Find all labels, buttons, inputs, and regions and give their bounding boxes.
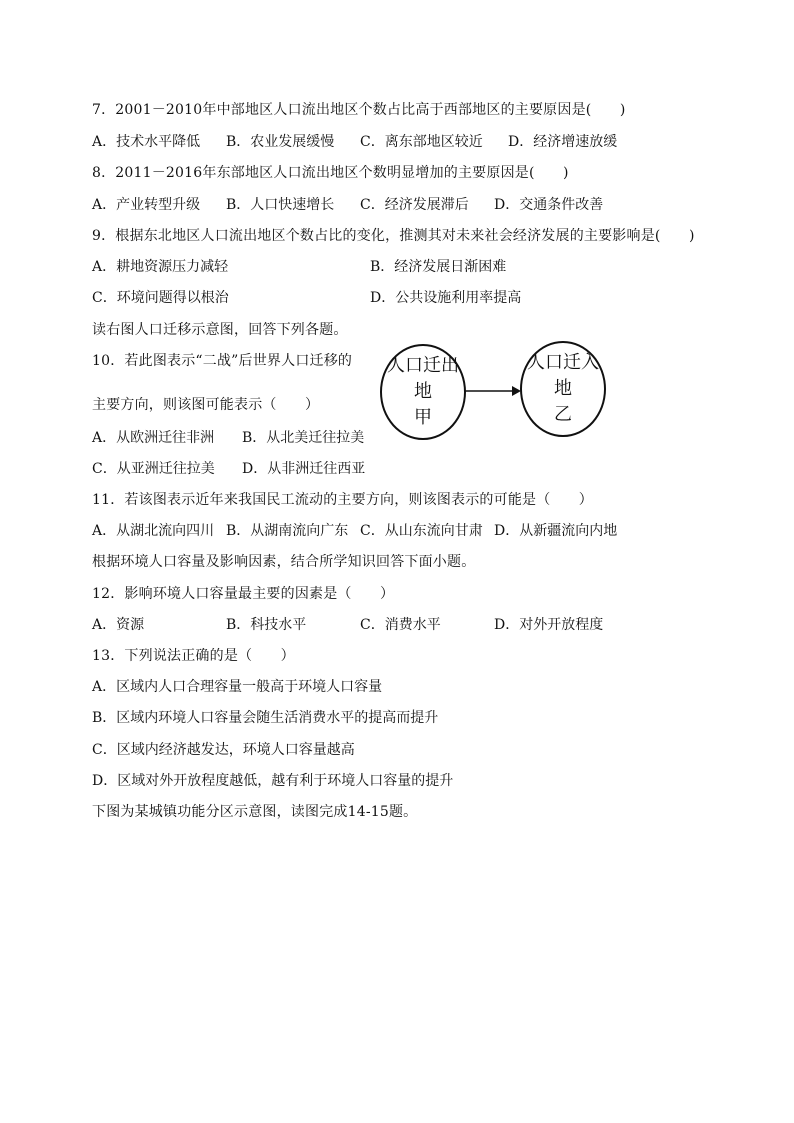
q9-option-d: D．公共设施利用率提高 (370, 290, 522, 306)
q9-option-c: C．环境问题得以根治 (92, 290, 229, 306)
q13-option-c: C．区域内经济越发达，环境人口容量越高 (92, 742, 355, 758)
q10-option-c: C．从亚洲迁往拉美 (92, 461, 215, 477)
target-label: 人口迁入地 (527, 352, 599, 399)
q12-option-a: A．资源 (92, 617, 145, 633)
q11-option-d: D．从新疆流向内地 (494, 523, 618, 539)
q13-option-a: A．区域内人口合理容量一般高于环境人口容量 (92, 679, 383, 695)
q11-option-a: A．从湖北流向四川 (92, 523, 215, 539)
q12-option-c: C．消费水平 (360, 617, 441, 633)
q13-stem: 13．下列说法正确的是（ ） (92, 648, 295, 664)
q7-stem: 7．2001－2010年中部地区人口流出地区个数占比高于西部地区的主要原因是( ) (92, 102, 626, 118)
q9-stem: 9．根据东北地区人口流出地区个数占比的变化，推测其对未来社会经济发展的主要影响是( ) (92, 228, 695, 244)
q10-option-d: D．从非洲迁往西亚 (242, 461, 366, 477)
q7-option-a: A．技术水平降低 (92, 134, 201, 150)
intro-12-13: 根据环境人口容量及影响因素，结合所学知识回答下面小题。 (92, 554, 476, 570)
q12-option-b: B．科技水平 (226, 617, 307, 633)
q8-option-c: C．经济发展滞后 (360, 197, 469, 213)
q12-stem: 12．影响环境人口容量最主要的因素是（ ） (92, 586, 395, 602)
source-label: 人口迁出地 (387, 355, 459, 402)
q8-option-d: D．交通条件改善 (494, 197, 604, 213)
target-code: 乙 (554, 404, 572, 425)
source-circle (380, 344, 466, 440)
q8-option-b: B．人口快速增长 (226, 197, 335, 213)
q10-option-a: A．从欧洲迁往非洲 (92, 430, 215, 446)
q13-option-d: D．区域对外开放程度越低，越有利于环境人口容量的提升 (92, 773, 454, 789)
q7-option-c: C．离东部地区较近 (360, 134, 483, 150)
q9-option-b: B．经济发展日渐困难 (370, 259, 507, 275)
source-code: 甲 (414, 407, 432, 428)
q11-stem: 11．若该图表示近年来我国民工流动的主要方向，则该图表示的可能是（ ） (92, 492, 594, 508)
intro-14-15: 下图为某城镇功能分区示意图，读图完成14-15题。 (92, 804, 418, 820)
q7-option-d: D．经济增速放缓 (508, 134, 618, 150)
intro-10-11: 读右图人口迁移示意图，回答下列各题。 (92, 322, 348, 338)
q7-option-b: B．农业发展缓慢 (226, 134, 335, 150)
q10-stem-line2: 主要方向，则该图可能表示（ ） (92, 397, 320, 413)
q10-option-b: B．从北美迁往拉美 (242, 430, 365, 446)
q9-option-a: A．耕地资源压力减轻 (92, 259, 229, 275)
migration-arrow (464, 382, 522, 400)
q10-stem-line1: 10．若此图表示“二战”后世界人口迁移的 (92, 353, 353, 369)
q11-option-b: B．从湖南流向广东 (226, 523, 349, 539)
q11-option-c: C．从山东流向甘肃 (360, 523, 483, 539)
q13-option-b: B．区域内环境人口容量会随生活消费水平的提高而提升 (92, 710, 439, 726)
target-circle (520, 341, 606, 437)
q8-stem: 8．2011－2016年东部地区人口流出地区个数明显增加的主要原因是( ) (92, 165, 569, 181)
q8-option-a: A．产业转型升级 (92, 197, 201, 213)
q12-option-d: D．对外开放程度 (494, 617, 604, 633)
